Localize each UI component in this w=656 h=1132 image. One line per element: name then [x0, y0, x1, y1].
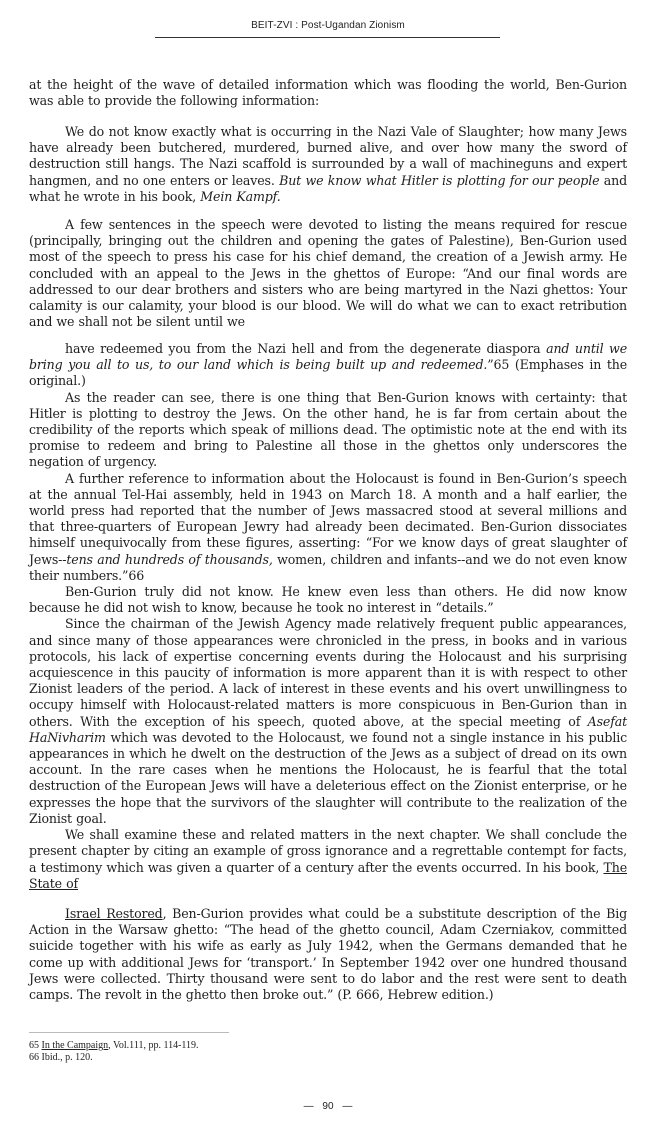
paragraph: A few sentences in the speech were devoted to listing the means required for rescue (principally, bringing out the children and opening the gates of Palestine), Ben-Gurion used most of the speech to press his case for his chief demand, the creation of a Jewish army. He concluded with an appeal to the Jews in the ghettos of Europe: “And our final words are addressed to our dear brothers and sisters who are being martyred in the Nazi ghettos: Your calamity is our calamity, your blood is our blood. We will do what we can to exact retribution and we shall not be silent until we [29, 217, 627, 330]
text-block-2 [29, 217, 627, 330]
text-block-3 [29, 341, 627, 892]
paragraph: at the height of the wave of detailed information which was flooding the world, Ben-Gurion was able to provide the following information: [29, 77, 627, 109]
footnote-separator [29, 1032, 229, 1033]
block-quote [29, 124, 627, 205]
footnote-66: 66 Ibid., p. 120. [29, 1052, 93, 1063]
page-number: — 90 — [303, 1101, 353, 1112]
header-rule [155, 37, 500, 38]
paragraph: We shall examine these and related matters in the next chapter. We shall conclude the present chapter by citing an example of gross ignorance and a regrettable contempt for facts, a testimony which was given a quarter of a century after the events occurred. In his book, The State of [29, 827, 627, 891]
book-title-link: The State of [29, 859, 627, 891]
paragraph: A further reference to information about the Holocaust is found in Ben-Gurion’s speech at the annual Tel-Hai assembly, held in 1943 on March 18. A month and a half earlier, the world press had reported that the number of Jews massacred stood at several millions and that three-quarters of European Jewry had already been decimated. Ben-Gurion dissociates himself unequivocally from these figures, asserting: “For we know days of great slaughter of Jews--tens and hundreds of thousands, women, children and infants--and we do not even know their numbers.”66 [29, 470, 627, 583]
paragraph: have redeemed you from the Nazi hell and from the degenerate diaspora and until we bring you all to us, to our land which is being built up and redeemed.”65 (Emphases in the original.) [29, 341, 628, 389]
quote-paragraph: We do not know exactly what is occurring in the Nazi Vale of Slaughter; how many Jews have already been butchered, murdered, burned alive, and over how many the sword of destruction still hangs. The Nazi scaffold is surrounded by a wall of machineguns and expert hangmen, and no one enters or leaves. But we know what Hitler is plotting for our people and what he wrote in his book, Mein Kampf. [29, 124, 628, 204]
footnotes [29, 1040, 199, 1064]
running-header: BEIT-ZVI : Post-Ugandan Zionism [251, 20, 405, 31]
paragraph: Ben-Gurion truly did not know. He knew even less than others. He did now know because he did not wish to know, because he took no interest in “details.” [29, 584, 627, 616]
paragraph: Israel Restored, Ben-Gurion provides what could be a substitute description of the Big Action in the Warsaw ghetto: “The head of the ghetto council, Adam Czerniakov, committed suicide together with his wife as early as July 1942, when the Germans demanded that he come up with additional Jews for ‘transport.’ In September 1942 over one hundred thousand Jews were collected. Thirty thousand were sent to do labor and the rest were sent to death camps. The revolt in the ghetto then broke out.” (P. 666, Hebrew edition.) [29, 906, 627, 1003]
text-block-4 [29, 906, 627, 1003]
text-block-1 [29, 77, 627, 109]
footnote-65: 65 In the Campaign, Vol.111, pp. 114-119. [29, 1040, 199, 1051]
book-title-link: Israel Restored [65, 906, 163, 921]
paragraph: As the reader can see, there is one thing that Ben-Gurion knows with certainty: that Hitler is plotting to destroy the Jews. On the other hand, he is far from certain about the credibility of the reports which speak of millions dead. The optimistic note at the end with its promise to redeem and bring to Palestine all those in the ghettos only underscores the negation of urgency. [29, 389, 627, 470]
paragraph: Since the chairman of the Jewish Agency made relatively frequent public appearances, and since many of those appearances were chronicled in the press, in books and in various protocols, his lack of expertise concerning events during the Holocaust and his surprising acquiescence in this paucity of information is more apparent than it is with respect to other Zionist leaders of the period. A lack of interest in these events and his overt unwillingness to occupy himself with Holocaust-related matters is more conspicuous in Ben-Gurion than in others. With the exception of his speech, quoted above, at the special meeting of Asefat HaNivharim which was devoted to the Holocaust, we found not a single instance in his public appearances in which he dwelt on the destruction of the Jews as a subject of dread on its own account. In the rare cases when he mentions the Holocaust, he is fearful that the total destruction of the European Jews will have a deleterious effect on the Zionist enterprise, or he expresses the hope that the survivors of the slaughter will contribute to the realization of the Zionist goal. [29, 616, 627, 826]
